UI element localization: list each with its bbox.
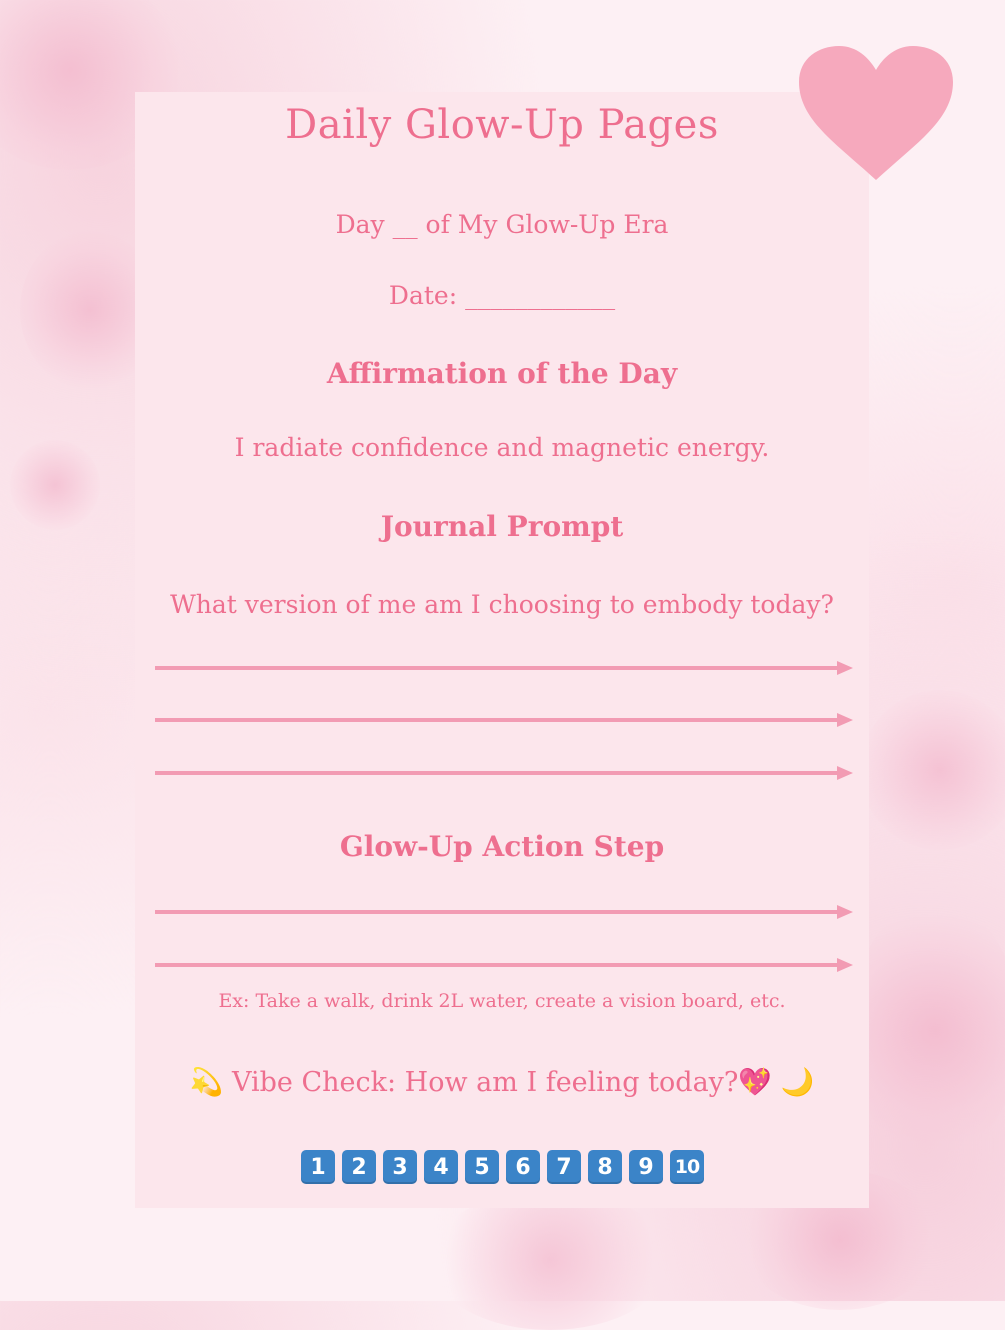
scale-4-button[interactable]: 4	[424, 1150, 458, 1184]
journal-heading: Journal Prompt	[380, 510, 624, 543]
mood-scale	[301, 1150, 704, 1184]
journal-prompt: What version of me am I choosing to embody today?	[170, 590, 834, 619]
action-example: Ex: Take a walk, drink 2L water, create a vision board, etc.	[218, 990, 786, 1012]
scale-7-button[interactable]: 7	[547, 1150, 581, 1184]
journal-page	[135, 92, 869, 1208]
action-heading: Glow-Up Action Step	[339, 830, 665, 863]
scale-9-button[interactable]: 9	[629, 1150, 663, 1184]
scale-5-button[interactable]: 5	[465, 1150, 499, 1184]
affirmation-heading: Affirmation of the Day	[326, 357, 678, 390]
blossom-decoration	[10, 440, 100, 530]
blossom-decoration	[850, 900, 1005, 1160]
heart-icon	[797, 44, 955, 184]
affirmation-text: I radiate confidence and magnetic energy.	[234, 433, 770, 462]
writing-line[interactable]	[155, 661, 853, 675]
scale-8-button[interactable]: 8	[588, 1150, 622, 1184]
blossom-decoration	[430, 1190, 670, 1330]
vibe-check-question: 💫 Vibe Check: How am I feeling today?💖 🌙	[189, 1067, 815, 1098]
scale-10-button[interactable]: 10	[670, 1150, 704, 1184]
date-line: Date: ____________	[388, 281, 616, 310]
writing-line[interactable]	[155, 713, 853, 727]
blossom-decoration	[860, 690, 1005, 850]
page-title: Daily Glow-Up Pages	[285, 102, 719, 148]
scale-1-button[interactable]: 1	[301, 1150, 335, 1184]
day-line: Day __ of My Glow-Up Era	[335, 210, 669, 239]
writing-line[interactable]	[155, 766, 853, 780]
scale-6-button[interactable]: 6	[506, 1150, 540, 1184]
writing-line[interactable]	[155, 958, 853, 972]
writing-line[interactable]	[155, 905, 853, 919]
scale-3-button[interactable]: 3	[383, 1150, 417, 1184]
scale-2-button[interactable]: 2	[342, 1150, 376, 1184]
